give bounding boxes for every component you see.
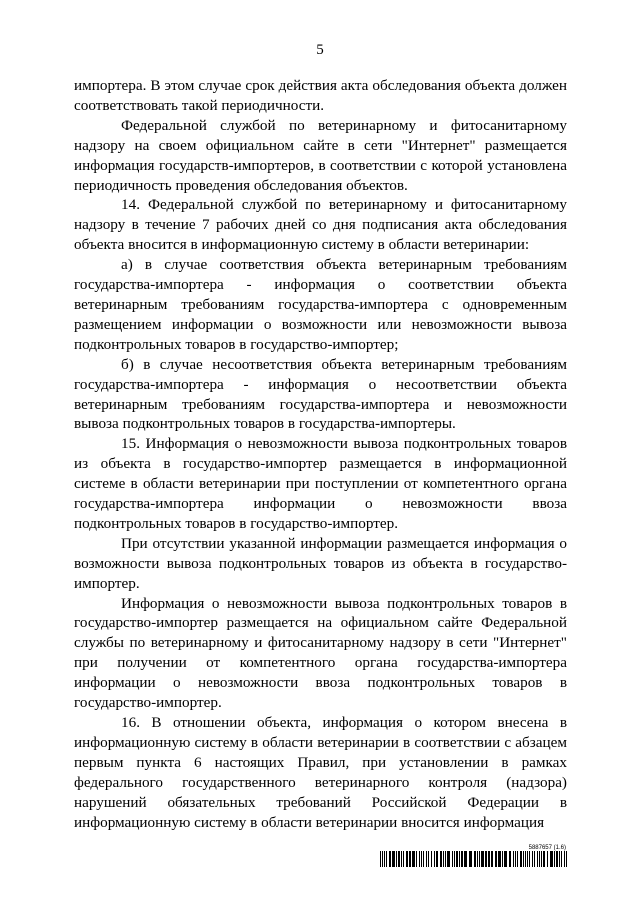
- document-body: [74, 76, 567, 832]
- page-number: 5: [316, 42, 324, 58]
- paragraph: 15. Информация о невозможности вывоза подконтрольных товаров из объекта в государство-импортер размещается в информационной системе в области ветеринарии при поступлении от компетентного органа государства-импортера информации о невозможности ввоза подконтрольных товаров в государство-импортер.: [74, 435, 567, 532]
- paragraph: а) в случае соответствия объекта ветеринарным требованиям государства-импортера - информация о соответствии объекта ветеринарным требованиям государства-импортера с одновременным размещением информации о возможности или невозможности вывоза подконтрольных товаров в государство-импортер;: [74, 256, 567, 353]
- paragraph: 14. Федеральной службой по ветеринарному и фитосанитарному надзору в течение 7 рабочих дней со дня подписания акта обследования объекта вносится в информационную систему в области ветеринарии:: [74, 196, 567, 254]
- paragraph: Федеральной службой по ветеринарному и фитосанитарному надзору на своем официальном сайте в сети "Интернет" размещается информация государств-импортеров, в соответствии с которой установлена периодичность проведения обследования объектов.: [74, 116, 567, 194]
- paragraph: При отсутствии указанной информации размещается информация о возможности вывоза подконтрольных товаров из объекта в государство-импортер.: [74, 534, 567, 592]
- paragraph: Информация о невозможности вывоза подконтрольных товаров в государство-импортер размещается на официальном сайте Федеральной службы по ветеринарному и фитосанитарному надзору в сети "Интернет" при получении от компетентного органа государства-импортера информации о невозможности ввоза подконтрольных товаров в государство-импортер.: [74, 594, 567, 712]
- document-code: 5887657 (1.6): [528, 845, 566, 851]
- barcode-icon: [380, 851, 568, 867]
- paragraph: б) в случае несоответствия объекта ветеринарным требованиям государства-импортера - информация о несоответствии объекта ветеринарным требованиям государства-импортера и невозможности вывоза подконтрольных товаров в государства-импортеры.: [74, 355, 567, 433]
- paragraph: 16. В отношении объекта, информация о котором внесена в информационную систему в области ветеринарии в соответствии с абзацем первым пункта 6 настоящих Правил, при установлении в рамках федерального государственного ветеринарного контроля (надзора) нарушений обязательных требований Российской Федерации в информационную систему в области ветеринарии вносится информация: [74, 714, 567, 831]
- paragraph: импортера. В этом случае срок действия акта обследования объекта должен соответствовать такой периодичности.: [74, 77, 567, 114]
